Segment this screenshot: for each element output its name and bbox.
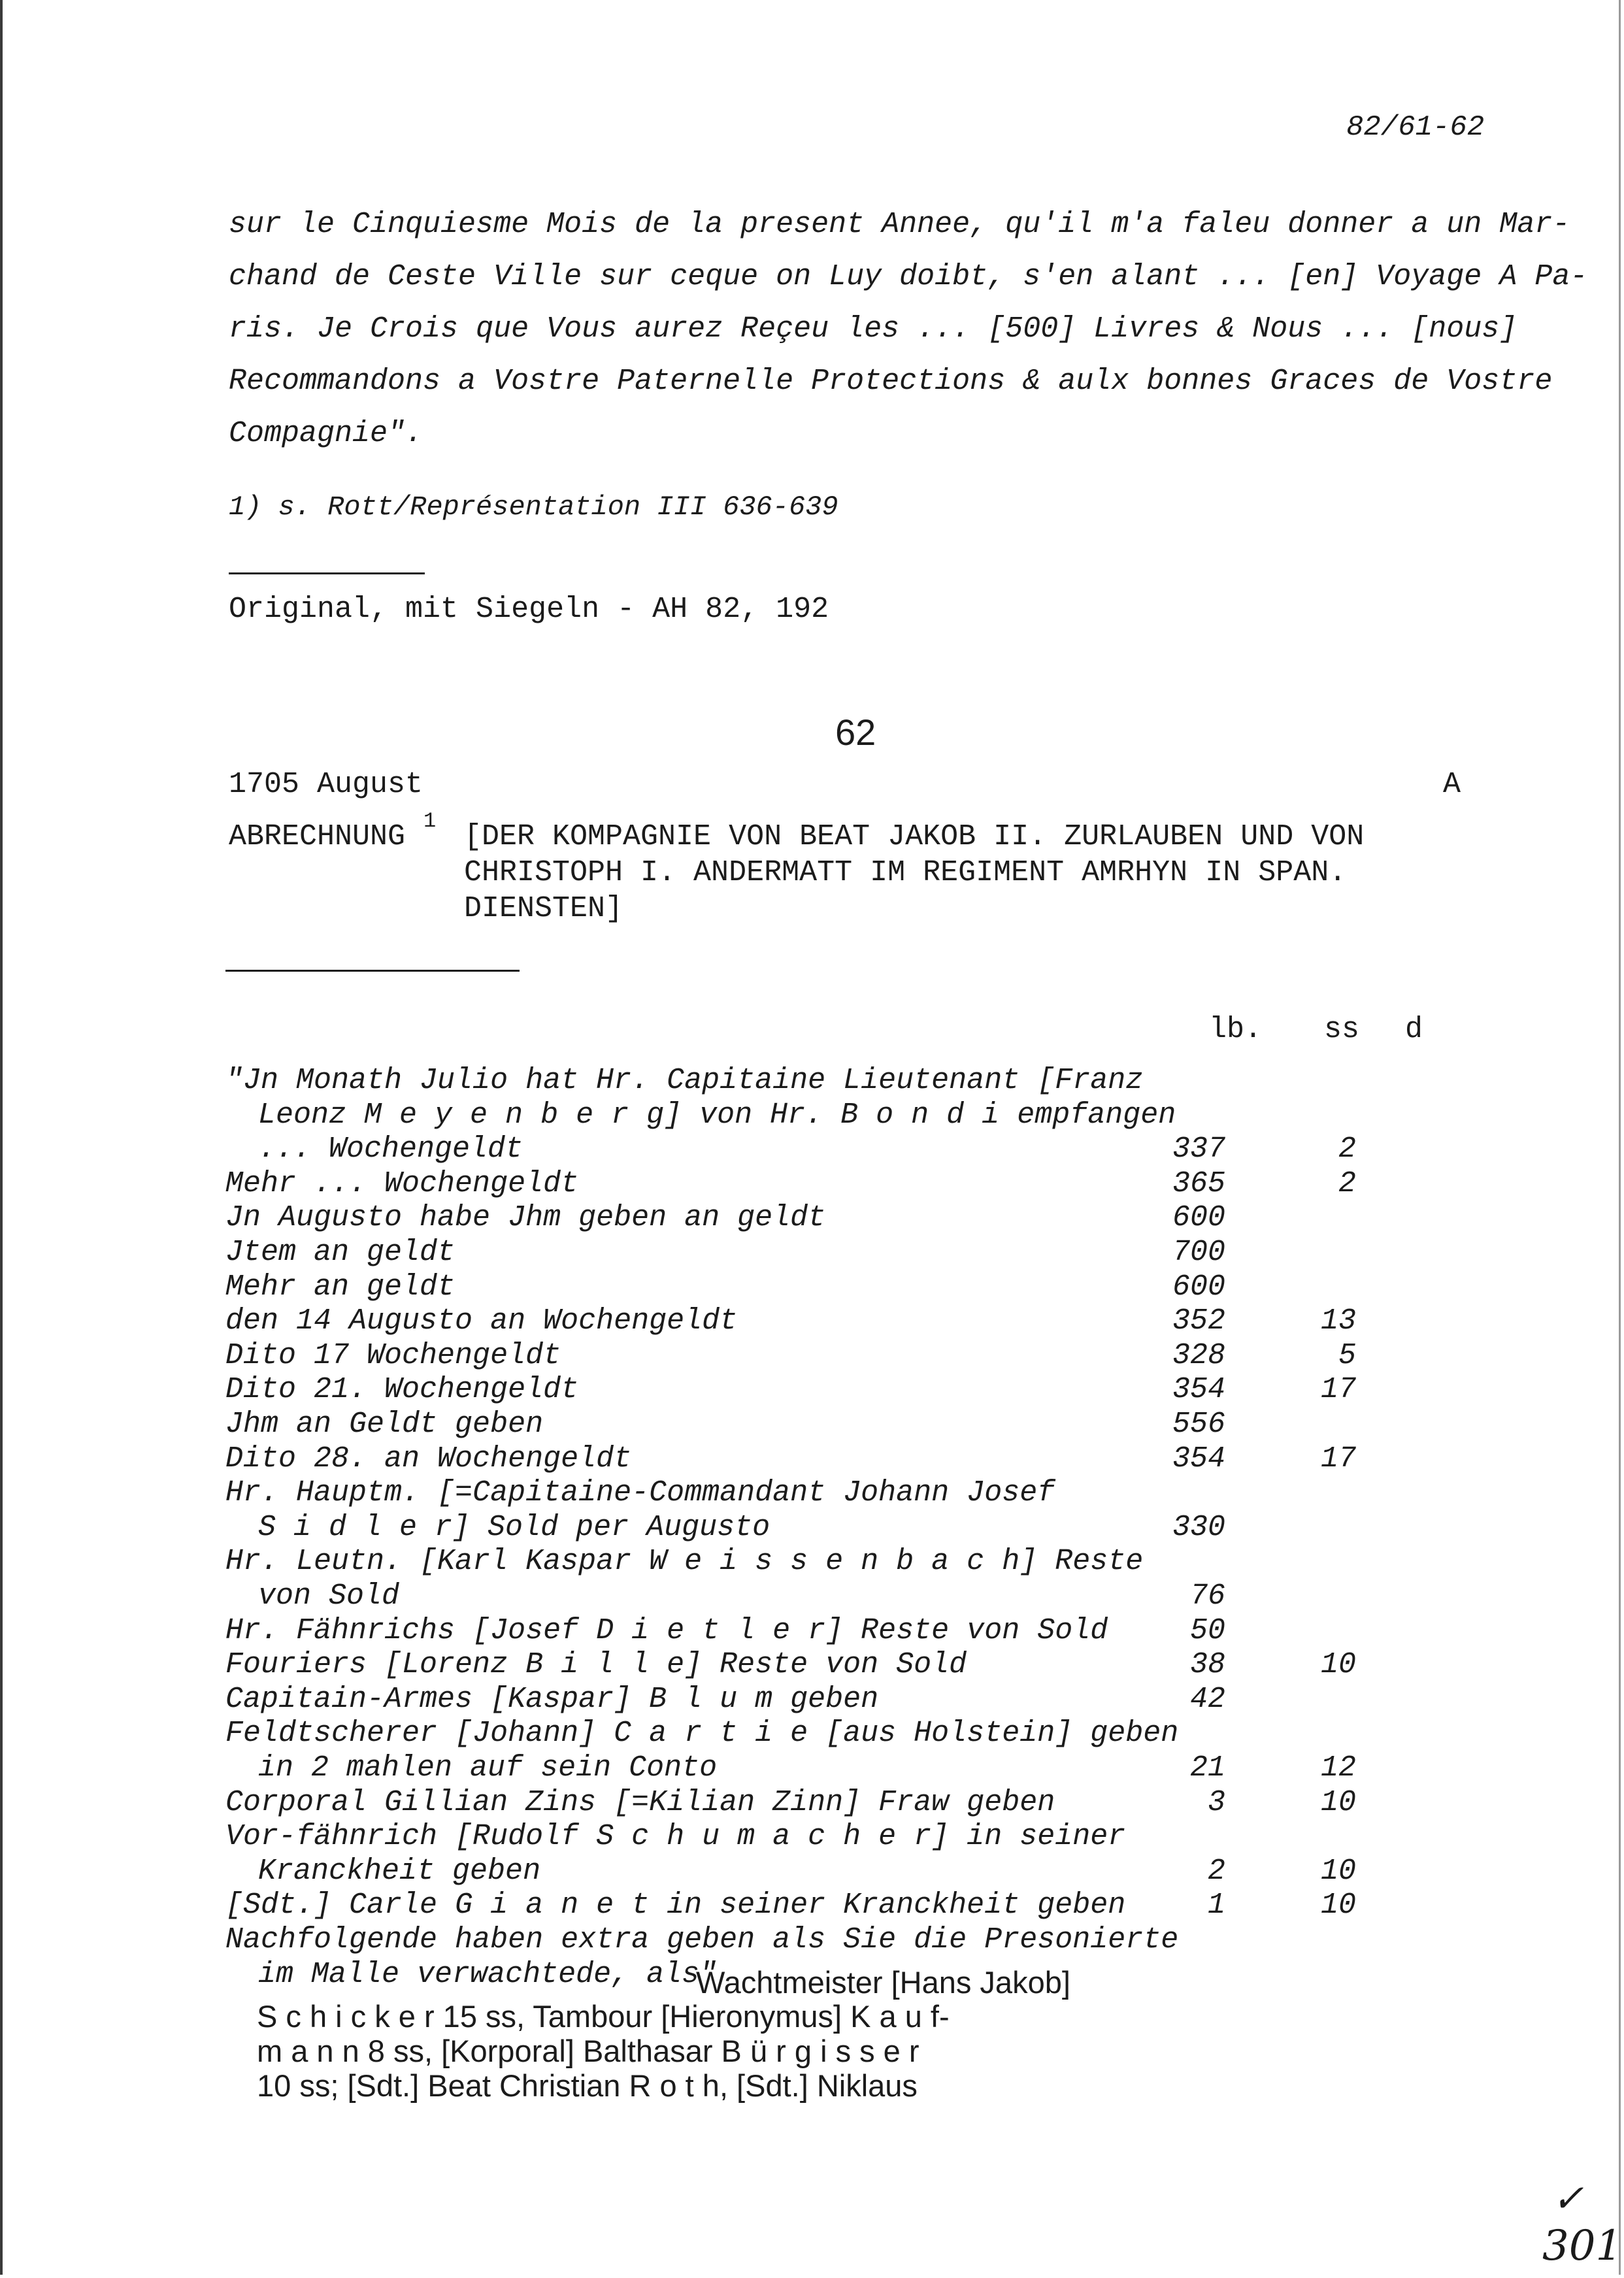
row-lb-value: 3 xyxy=(1207,1786,1225,1819)
row-description: von Sold xyxy=(258,1579,400,1613)
footnote: 1) s. Rott/Représentation III 636-639 xyxy=(229,491,838,523)
row-ss-value: 2 xyxy=(1338,1132,1356,1166)
row-lb-value: 76 xyxy=(1189,1579,1225,1613)
row-description: Jhm an Geldt geben xyxy=(225,1408,544,1441)
row-lb-value: 365 xyxy=(1172,1167,1225,1200)
row-ss-value: 17 xyxy=(1320,1442,1356,1476)
row-ss-value: 17 xyxy=(1320,1373,1356,1406)
title-footnote-marker: 1 xyxy=(423,809,437,833)
row-description: Capitain-Armes [Kaspar] B l u m geben xyxy=(225,1683,879,1716)
row-lb-value: 600 xyxy=(1172,1270,1225,1304)
handwritten-page-number: 301 xyxy=(1542,2222,1623,2270)
upright-line: m a n n 8 ss, [Korporal] Balthasar B ü r g i s s e r xyxy=(257,2034,920,2068)
row-description: Corporal Gillian Zins [=Kilian Zinn] Fraw geben xyxy=(225,1786,1055,1819)
row-ss-value: 2 xyxy=(1338,1167,1356,1200)
source-note: Original, mit Siegeln - AH 82, 192 xyxy=(229,593,829,626)
row-description: Dito 28. an Wochengeldt xyxy=(225,1442,632,1476)
title-word: ABRECHNUNG xyxy=(229,820,406,853)
row-ss-value: 10 xyxy=(1320,1855,1356,1888)
footnote-rule xyxy=(229,572,425,574)
row-ss-value: 5 xyxy=(1338,1339,1356,1372)
row-description: [Sdt.] Carle G i a n e t in seiner Kranckheit geben xyxy=(225,1889,1126,1922)
row-lb-value: 21 xyxy=(1189,1751,1225,1785)
french-line: chand de Ceste Ville sur ceque on Luy doibt, s'en alant ... [en] Voyage A Pa- xyxy=(229,260,1588,293)
row-ss-value: 10 xyxy=(1320,1786,1356,1819)
document-date: 1705 August xyxy=(229,768,423,801)
row-description: "Jn Monath Julio hat Hr. Capitaine Lieutenant [Franz xyxy=(225,1064,1144,1097)
title-line: [DER KOMPAGNIE VON BEAT JAKOB II. ZURLAUBEN UND VON xyxy=(464,820,1365,853)
row-ss-value: 10 xyxy=(1320,1889,1356,1922)
french-line: sur le Cinquiesme Mois de la present Annee, qu'il m'a faleu donner a un Mar- xyxy=(229,208,1570,241)
document-letter: A xyxy=(1443,768,1461,801)
row-description: Mehr ... Wochengeldt xyxy=(225,1167,579,1200)
row-lb-value: 42 xyxy=(1189,1683,1225,1716)
section-rule xyxy=(225,970,520,972)
row-ss-value: 13 xyxy=(1320,1304,1356,1338)
row-lb-value: 38 xyxy=(1189,1648,1225,1681)
row-lb-value: 337 xyxy=(1172,1132,1225,1166)
row-ss-value: 10 xyxy=(1320,1648,1356,1681)
document-number: 62 xyxy=(835,712,876,753)
row-lb-value: 2 xyxy=(1207,1855,1225,1888)
row-description: im Malle verwachtede, als" xyxy=(258,1958,718,1991)
french-line: ris. Je Crois que Vous aurez Reçeu les ... [500] Livres & Nous ... [nous] xyxy=(229,312,1517,346)
column-header-ss: ss xyxy=(1324,1013,1360,1046)
row-description: Hr. Fähnrichs [Josef D i e t l e r] Reste von Sold xyxy=(225,1614,1108,1647)
row-description: Jn Augusto habe Jhm geben an geldt xyxy=(225,1201,826,1234)
row-description: Nachfolgende haben extra geben als Sie die Presonierte xyxy=(225,1923,1179,1956)
row-description: Kranckheit geben xyxy=(258,1855,541,1888)
row-lb-value: 354 xyxy=(1172,1442,1225,1476)
title-line: DIENSTEN] xyxy=(464,892,623,925)
check-mark: ✓ xyxy=(1552,2176,1584,2220)
column-header-lb: lb. xyxy=(1209,1013,1263,1046)
upright-line: 10 ss; [Sdt.] Beat Christian R o t h, [Sdt.] Niklaus xyxy=(257,2068,918,2103)
upright-line: S c h i c k e r 15 ss, Tambour [Hieronymus] K a u f- xyxy=(257,1999,950,2034)
row-lb-value: 1 xyxy=(1207,1889,1225,1922)
column-header-d: d xyxy=(1405,1013,1423,1046)
row-description: Dito 21. Wochengeldt xyxy=(225,1373,579,1406)
row-description: S i d l e r] Sold per Augusto xyxy=(258,1511,771,1544)
french-line: Recommandons a Vostre Paternelle Protections & aulx bonnes Graces de Vostre xyxy=(229,365,1553,398)
row-description: Feldtscherer [Johann] C a r t i e [aus Holstein] geben xyxy=(225,1717,1179,1750)
row-lb-value: 352 xyxy=(1172,1304,1225,1338)
row-description: Fouriers [Lorenz B i l l e] Reste von Sold xyxy=(225,1648,967,1681)
row-description: Hr. Leutn. [Karl Kaspar W e i s s e n b a c h] Reste xyxy=(225,1545,1144,1578)
row-ss-value: 12 xyxy=(1320,1751,1356,1785)
row-lb-value: 556 xyxy=(1172,1408,1225,1441)
document-reference: 82/61-62 xyxy=(1346,111,1485,144)
row-description: Vor-fähnrich [Rudolf S c h u m a c h e r] in seiner xyxy=(225,1820,1126,1853)
french-line: Compagnie". xyxy=(229,417,423,450)
title-line: CHRISTOPH I. ANDERMATT IM REGIMENT AMRHYN IN SPAN. xyxy=(464,856,1347,889)
row-description: Jtem an geldt xyxy=(225,1236,456,1269)
row-lb-value: 600 xyxy=(1172,1201,1225,1234)
row-lb-value: 354 xyxy=(1172,1373,1225,1406)
row-description: in 2 mahlen auf sein Conto xyxy=(258,1751,718,1785)
row-last-upright: Wachtmeister [Hans Jakob] xyxy=(696,1965,1070,2000)
row-lb-value: 50 xyxy=(1189,1614,1225,1647)
row-description: Leonz M e y e n b e r g] von Hr. B o n d i empfangen xyxy=(258,1098,1176,1132)
row-lb-value: 330 xyxy=(1172,1511,1225,1544)
row-description: Dito 17 Wochengeldt xyxy=(225,1339,561,1372)
row-description: den 14 Augusto an Wochengeldt xyxy=(225,1304,738,1338)
row-description: Hr. Hauptm. [=Capitaine-Commandant Johann Josef xyxy=(225,1476,1055,1510)
row-description: ... Wochengeldt xyxy=(258,1132,523,1166)
row-description: Mehr an geldt xyxy=(225,1270,456,1304)
row-lb-value: 700 xyxy=(1172,1236,1225,1269)
row-lb-value: 328 xyxy=(1172,1339,1225,1372)
